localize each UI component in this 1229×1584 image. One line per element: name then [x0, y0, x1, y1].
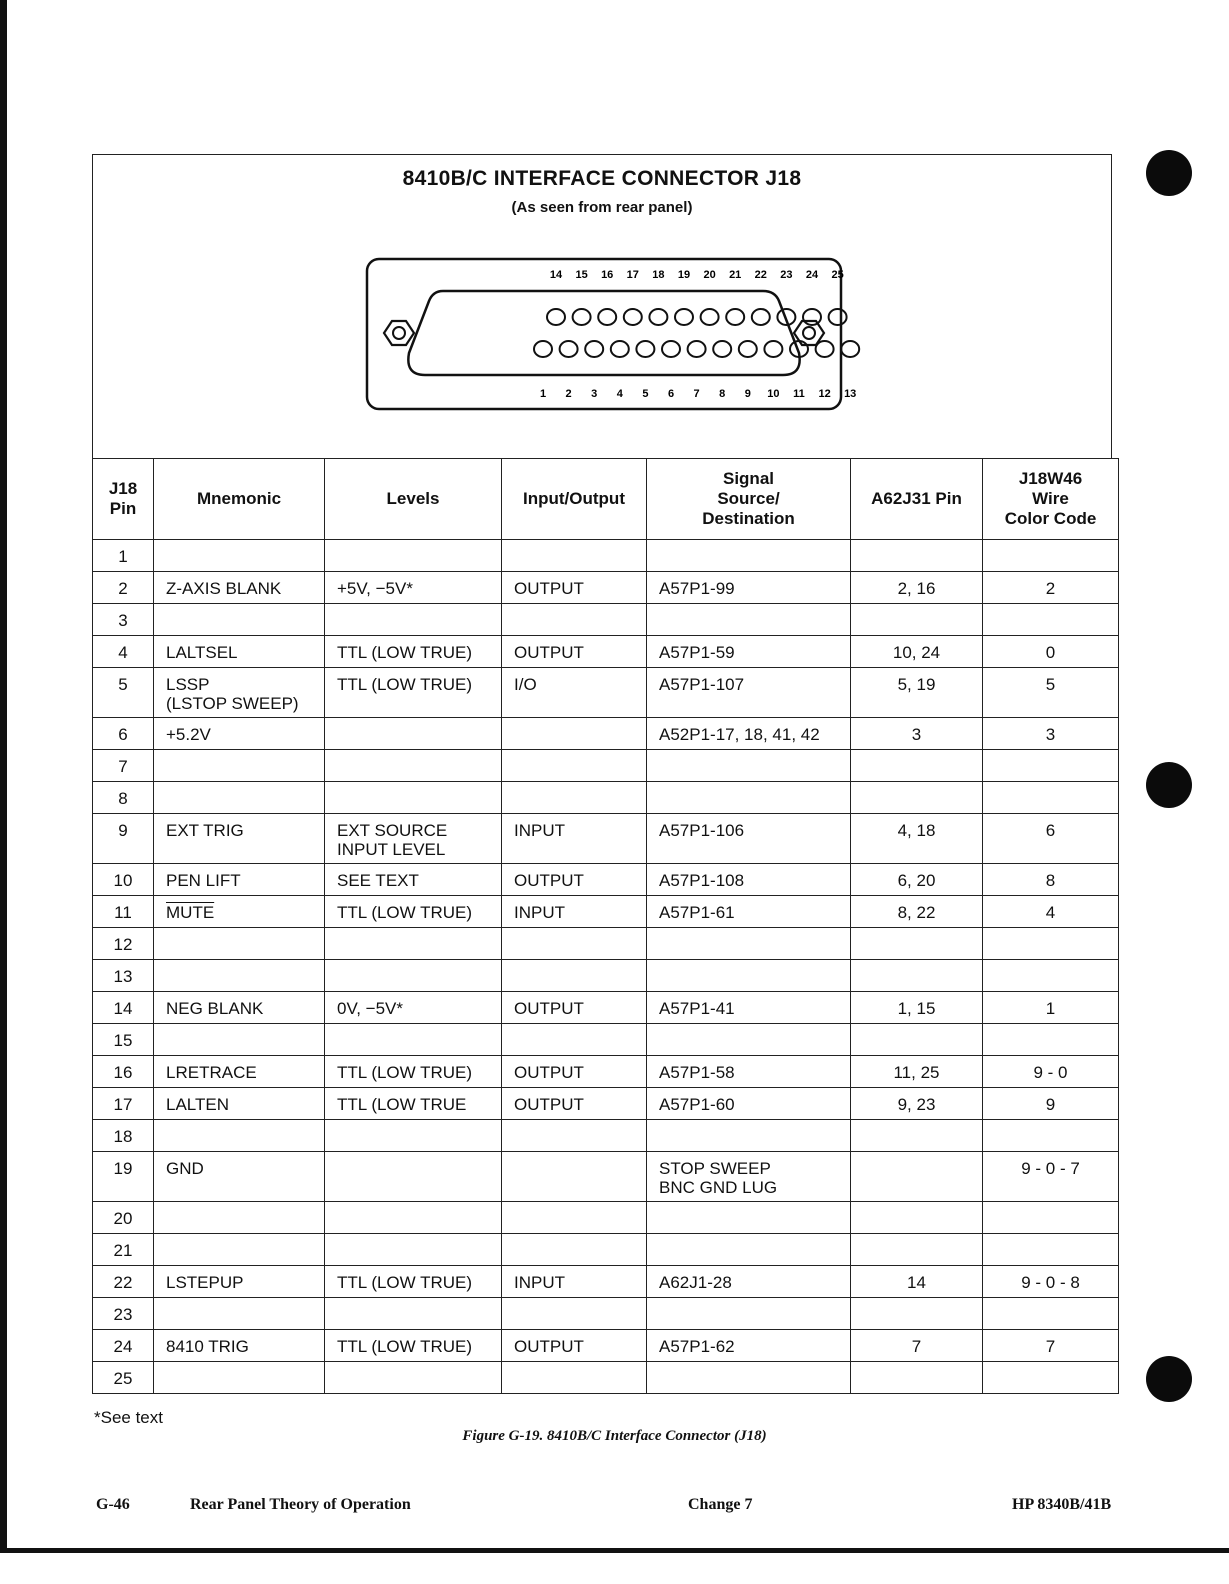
- cell-input-output: OUTPUT: [502, 1056, 647, 1088]
- cell-a62j31-pin: [851, 928, 983, 960]
- cell-levels: EXT SOURCE INPUT LEVEL: [325, 814, 502, 864]
- cell-levels: [325, 750, 502, 782]
- cell-signal: A62J1-28: [647, 1266, 851, 1298]
- cell-mnemonic: [154, 1234, 325, 1266]
- cell-pin: 2: [93, 572, 154, 604]
- cell-pin: 3: [93, 604, 154, 636]
- table-row: [93, 864, 1119, 896]
- cell-mnemonic: NEG BLANK: [154, 992, 325, 1024]
- cell-pin: 11: [93, 896, 154, 928]
- cell-mnemonic: LSTEPUP: [154, 1266, 325, 1298]
- cell-levels: [325, 1120, 502, 1152]
- table-row: [93, 1298, 1119, 1330]
- cell-mnemonic: [154, 782, 325, 814]
- cell-mnemonic: [154, 1298, 325, 1330]
- cell-pin: 7: [93, 750, 154, 782]
- cell-mnemonic: [154, 750, 325, 782]
- footer-section: Rear Panel Theory of Operation: [190, 1496, 411, 1513]
- cell-mnemonic: [154, 928, 325, 960]
- cell-mnemonic: [154, 960, 325, 992]
- cell-levels: [325, 1234, 502, 1266]
- table-row: [93, 782, 1119, 814]
- table-body: [93, 540, 1119, 1394]
- cell-levels: [325, 782, 502, 814]
- cell-wire-color: 2: [983, 572, 1119, 604]
- bottom-pin-number: 11: [793, 388, 805, 400]
- table-row: [93, 604, 1119, 636]
- header-mnemonic: Mnemonic: [154, 459, 325, 540]
- top-pin-number: 24: [805, 269, 819, 281]
- cell-pin: 20: [93, 1202, 154, 1234]
- cell-a62j31-pin: [851, 540, 983, 572]
- pin-hole: [636, 341, 654, 357]
- cell-wire-color: [983, 540, 1119, 572]
- header-levels: Levels: [325, 459, 502, 540]
- cell-a62j31-pin: 8, 22: [851, 896, 983, 928]
- cell-signal: A57P1-61: [647, 896, 851, 928]
- pin-hole: [841, 341, 859, 357]
- footnote: *See text: [94, 1408, 163, 1427]
- cell-a62j31-pin: 7: [851, 1330, 983, 1362]
- top-pin-number: 18: [652, 269, 665, 281]
- cell-a62j31-pin: [851, 1024, 983, 1056]
- scan-left-edge: [0, 0, 7, 1552]
- cell-a62j31-pin: 1, 15: [851, 992, 983, 1024]
- table-row: [93, 540, 1119, 572]
- cell-pin: 10: [93, 864, 154, 896]
- pin-hole: [701, 309, 719, 325]
- pin-hole: [739, 341, 757, 357]
- cell-pin: 9: [93, 814, 154, 864]
- cell-levels: [325, 960, 502, 992]
- cell-input-output: [502, 1362, 647, 1394]
- cell-mnemonic: +5.2V: [154, 718, 325, 750]
- cell-wire-color: 4: [983, 896, 1119, 928]
- connector-shell: [367, 259, 844, 409]
- cell-levels: [325, 540, 502, 572]
- top-pin-number: 20: [703, 269, 716, 281]
- top-pin-number: 25: [831, 269, 844, 281]
- cell-wire-color: [983, 1120, 1119, 1152]
- cell-wire-color: [983, 1024, 1119, 1056]
- binder-hole-bottom: [1146, 1356, 1192, 1402]
- cell-wire-color: [983, 1298, 1119, 1330]
- cell-pin: 22: [93, 1266, 154, 1298]
- bottom-pin-number: 12: [818, 388, 831, 400]
- top-pin-number: 17: [626, 269, 639, 281]
- cell-input-output: INPUT: [502, 896, 647, 928]
- cell-input-output: OUTPUT: [502, 636, 647, 668]
- cell-pin: 15: [93, 1024, 154, 1056]
- connector-d-sub: [408, 291, 799, 375]
- cell-input-output: OUTPUT: [502, 1330, 647, 1362]
- cell-wire-color: 9: [983, 1088, 1119, 1120]
- bottom-pin-number: 5: [642, 388, 649, 400]
- pin-table: [92, 458, 1119, 1394]
- cell-input-output: [502, 1024, 647, 1056]
- cell-a62j31-pin: [851, 750, 983, 782]
- table-row: [93, 718, 1119, 750]
- top-pin-number: 15: [575, 269, 588, 281]
- bottom-pin-number: 4: [616, 388, 623, 400]
- cell-mnemonic: EXT TRIG: [154, 814, 325, 864]
- table-row: [93, 1266, 1119, 1298]
- pin-hole: [547, 309, 565, 325]
- cell-input-output: [502, 1202, 647, 1234]
- cell-a62j31-pin: 11, 25: [851, 1056, 983, 1088]
- pin-hole: [816, 341, 834, 357]
- header-input-output: Input/Output: [502, 459, 647, 540]
- pin-hole: [829, 309, 847, 325]
- pin-hole: [803, 309, 821, 325]
- cell-wire-color: [983, 960, 1119, 992]
- table-row: [93, 572, 1119, 604]
- cell-a62j31-pin: [851, 960, 983, 992]
- cell-levels: TTL (LOW TRUE): [325, 1056, 502, 1088]
- cell-input-output: OUTPUT: [502, 1088, 647, 1120]
- cell-levels: [325, 604, 502, 636]
- top-pin-number: 23: [780, 269, 793, 281]
- pin-hole: [598, 309, 616, 325]
- cell-mnemonic: [154, 1362, 325, 1394]
- cell-input-output: [502, 718, 647, 750]
- cell-a62j31-pin: [851, 1234, 983, 1266]
- cell-mnemonic: MUTE: [154, 896, 325, 928]
- footer-change: Change 7: [688, 1496, 753, 1513]
- cell-mnemonic: [154, 604, 325, 636]
- cell-pin: 24: [93, 1330, 154, 1362]
- cell-mnemonic: LALTSEL: [154, 636, 325, 668]
- cell-wire-color: 9 - 0 - 7: [983, 1152, 1119, 1202]
- cell-levels: TTL (LOW TRUE): [325, 668, 502, 718]
- bottom-pin-numbers: [540, 388, 856, 400]
- connector-diagram: [363, 255, 857, 415]
- cell-wire-color: 3: [983, 718, 1119, 750]
- top-pin-number: 21: [729, 269, 742, 281]
- cell-levels: SEE TEXT: [325, 864, 502, 896]
- header-pin: J18 Pin: [93, 459, 154, 540]
- cell-levels: +5V, −5V*: [325, 572, 502, 604]
- cell-signal: A57P1-59: [647, 636, 851, 668]
- header-wire-color-code: J18W46 Wire Color Code: [983, 459, 1119, 540]
- cell-pin: 12: [93, 928, 154, 960]
- cell-signal: [647, 782, 851, 814]
- footer-page-number: G-46: [96, 1496, 130, 1513]
- cell-signal: [647, 1202, 851, 1234]
- cell-input-output: I/O: [502, 668, 647, 718]
- binder-hole-top: [1146, 150, 1192, 196]
- cell-signal: [647, 960, 851, 992]
- table-row: [93, 668, 1119, 718]
- cell-levels: 0V, −5V*: [325, 992, 502, 1024]
- cell-mnemonic: [154, 1202, 325, 1234]
- table-row: [93, 960, 1119, 992]
- cell-a62j31-pin: [851, 1152, 983, 1202]
- figure-caption: Figure G-19. 8410B/C Interface Connector (J18): [462, 1428, 767, 1444]
- bottom-pin-row: [534, 341, 859, 357]
- cell-input-output: [502, 1120, 647, 1152]
- bottom-pin-number: 6: [667, 388, 675, 400]
- cell-input-output: INPUT: [502, 1266, 647, 1298]
- table-row: [93, 1152, 1119, 1202]
- cell-a62j31-pin: 6, 20: [851, 864, 983, 896]
- cell-input-output: OUTPUT: [502, 992, 647, 1024]
- cell-levels: [325, 1024, 502, 1056]
- top-pin-number: 22: [754, 269, 767, 281]
- cell-pin: 18: [93, 1120, 154, 1152]
- cell-pin: 23: [93, 1298, 154, 1330]
- cell-signal: A57P1-106: [647, 814, 851, 864]
- cell-a62j31-pin: [851, 782, 983, 814]
- pin-hole: [752, 309, 770, 325]
- cell-mnemonic: [154, 1120, 325, 1152]
- cell-mnemonic: 8410 TRIG: [154, 1330, 325, 1362]
- table-row: [93, 896, 1119, 928]
- cell-levels: TTL (LOW TRUE: [325, 1088, 502, 1120]
- table-row: [93, 1330, 1119, 1362]
- cell-a62j31-pin: 14: [851, 1266, 983, 1298]
- cell-a62j31-pin: 3: [851, 718, 983, 750]
- table-row: [93, 750, 1119, 782]
- cell-wire-color: [983, 750, 1119, 782]
- cell-pin: 19: [93, 1152, 154, 1202]
- pin-hole: [573, 309, 591, 325]
- table-row: [93, 1234, 1119, 1266]
- cell-mnemonic: LALTEN: [154, 1088, 325, 1120]
- cell-signal: [647, 540, 851, 572]
- figure-subtitle: (As seen from rear panel): [511, 199, 693, 216]
- bottom-pin-number: 8: [719, 388, 726, 400]
- cell-levels: [325, 718, 502, 750]
- cell-input-output: OUTPUT: [502, 572, 647, 604]
- cell-input-output: [502, 750, 647, 782]
- cell-wire-color: 9 - 0 - 8: [983, 1266, 1119, 1298]
- table-row: [93, 1088, 1119, 1120]
- pin-hole: [649, 309, 667, 325]
- left-screw-icon: [384, 321, 414, 345]
- pin-hole: [675, 309, 693, 325]
- table-row: [93, 1024, 1119, 1056]
- cell-signal: STOP SWEEP BNC GND LUG: [647, 1152, 851, 1202]
- cell-levels: [325, 1362, 502, 1394]
- cell-pin: 4: [93, 636, 154, 668]
- cell-signal: A57P1-58: [647, 1056, 851, 1088]
- top-pin-numbers: [550, 269, 844, 281]
- cell-mnemonic: [154, 1024, 325, 1056]
- cell-pin: 6: [93, 718, 154, 750]
- cell-levels: [325, 1298, 502, 1330]
- bottom-pin-number: 7: [693, 388, 700, 400]
- cell-a62j31-pin: [851, 1362, 983, 1394]
- table-row: [93, 1056, 1119, 1088]
- cell-signal: [647, 1024, 851, 1056]
- cell-pin: 1: [93, 540, 154, 572]
- cell-a62j31-pin: [851, 1120, 983, 1152]
- cell-wire-color: 7: [983, 1330, 1119, 1362]
- cell-wire-color: [983, 604, 1119, 636]
- cell-levels: [325, 928, 502, 960]
- cell-levels: TTL (LOW TRUE): [325, 636, 502, 668]
- cell-wire-color: 1: [983, 992, 1119, 1024]
- pin-hole: [764, 341, 782, 357]
- cell-signal: A57P1-107: [647, 668, 851, 718]
- cell-mnemonic: LSSP (LSTOP SWEEP): [154, 668, 325, 718]
- cell-a62j31-pin: 2, 16: [851, 572, 983, 604]
- cell-a62j31-pin: [851, 1202, 983, 1234]
- pin-hole: [585, 341, 603, 357]
- top-pin-number: 19: [677, 269, 691, 281]
- cell-wire-color: [983, 1234, 1119, 1266]
- cell-wire-color: 9 - 0: [983, 1056, 1119, 1088]
- bottom-pin-number: 9: [744, 388, 751, 400]
- cell-wire-color: 0: [983, 636, 1119, 668]
- cell-input-output: [502, 960, 647, 992]
- cell-a62j31-pin: 4, 18: [851, 814, 983, 864]
- table-row: [93, 1362, 1119, 1394]
- pin-hole: [726, 309, 744, 325]
- cell-input-output: [502, 540, 647, 572]
- pin-hole: [688, 341, 706, 357]
- footer-model: HP 8340B/41B: [1012, 1496, 1112, 1513]
- cell-wire-color: [983, 1362, 1119, 1394]
- cell-signal: A57P1-62: [647, 1330, 851, 1362]
- bottom-pin-number: 10: [767, 388, 780, 400]
- cell-pin: 21: [93, 1234, 154, 1266]
- cell-signal: A52P1-17, 18, 41, 42: [647, 718, 851, 750]
- table-row: [93, 928, 1119, 960]
- cell-input-output: [502, 604, 647, 636]
- bottom-pin-number: 13: [844, 388, 857, 400]
- cell-signal: [647, 1234, 851, 1266]
- cell-a62j31-pin: 5, 19: [851, 668, 983, 718]
- cell-mnemonic: PEN LIFT: [154, 864, 325, 896]
- cell-signal: [647, 1298, 851, 1330]
- pin-hole: [713, 341, 731, 357]
- cell-mnemonic: Z-AXIS BLANK: [154, 572, 325, 604]
- cell-wire-color: 6: [983, 814, 1119, 864]
- cell-levels: TTL (LOW TRUE): [325, 1266, 502, 1298]
- cell-wire-color: [983, 782, 1119, 814]
- top-pin-number: 16: [601, 269, 614, 281]
- cell-pin: 5: [93, 668, 154, 718]
- header-signal: Signal Source/ Destination: [647, 459, 851, 540]
- cell-input-output: [502, 1234, 647, 1266]
- cell-input-output: [502, 1298, 647, 1330]
- cell-wire-color: 5: [983, 668, 1119, 718]
- cell-wire-color: [983, 928, 1119, 960]
- cell-input-output: [502, 1152, 647, 1202]
- cell-a62j31-pin: [851, 604, 983, 636]
- cell-signal: [647, 928, 851, 960]
- cell-a62j31-pin: 10, 24: [851, 636, 983, 668]
- table-row: [93, 636, 1119, 668]
- header-a62j31-pin: A62J31 Pin: [851, 459, 983, 540]
- cell-levels: [325, 1152, 502, 1202]
- cell-input-output: OUTPUT: [502, 864, 647, 896]
- cell-pin: 16: [93, 1056, 154, 1088]
- cell-pin: 25: [93, 1362, 154, 1394]
- top-pin-number: 14: [549, 269, 563, 281]
- cell-pin: 17: [93, 1088, 154, 1120]
- table-row: [93, 992, 1119, 1024]
- cell-signal: [647, 750, 851, 782]
- cell-input-output: INPUT: [502, 814, 647, 864]
- table-row: [93, 814, 1119, 864]
- bottom-pin-number: 2: [565, 388, 572, 400]
- cell-pin: 14: [93, 992, 154, 1024]
- figure-title: 8410B/C INTERFACE CONNECTOR J18: [402, 167, 802, 190]
- cell-levels: TTL (LOW TRUE): [325, 1330, 502, 1362]
- cell-signal: A57P1-41: [647, 992, 851, 1024]
- pin-hole: [534, 341, 552, 357]
- cell-levels: TTL (LOW TRUE): [325, 896, 502, 928]
- pin-hole: [611, 341, 629, 357]
- scan-bottom-edge: [0, 1548, 1229, 1553]
- cell-pin: 13: [93, 960, 154, 992]
- cell-signal: A57P1-60: [647, 1088, 851, 1120]
- pin-hole: [662, 341, 680, 357]
- bottom-pin-number: 3: [591, 388, 598, 400]
- cell-wire-color: [983, 1202, 1119, 1234]
- cell-mnemonic: GND: [154, 1152, 325, 1202]
- pin-hole: [624, 309, 642, 325]
- cell-mnemonic: [154, 540, 325, 572]
- cell-mnemonic: LRETRACE: [154, 1056, 325, 1088]
- cell-a62j31-pin: [851, 1298, 983, 1330]
- cell-signal: A57P1-108: [647, 864, 851, 896]
- pin-hole: [560, 341, 578, 357]
- cell-input-output: [502, 782, 647, 814]
- cell-a62j31-pin: 9, 23: [851, 1088, 983, 1120]
- cell-pin: 8: [93, 782, 154, 814]
- cell-signal: [647, 604, 851, 636]
- figure-frame: [92, 154, 1112, 458]
- cell-signal: [647, 1120, 851, 1152]
- table-row: [93, 1202, 1119, 1234]
- binder-hole-middle: [1146, 762, 1192, 808]
- bottom-pin-number: 1: [539, 388, 547, 400]
- cell-input-output: [502, 928, 647, 960]
- cell-wire-color: 8: [983, 864, 1119, 896]
- cell-signal: [647, 1362, 851, 1394]
- cell-signal: A57P1-99: [647, 572, 851, 604]
- table-header-row: [93, 459, 1119, 540]
- cell-levels: [325, 1202, 502, 1234]
- table-row: [93, 1120, 1119, 1152]
